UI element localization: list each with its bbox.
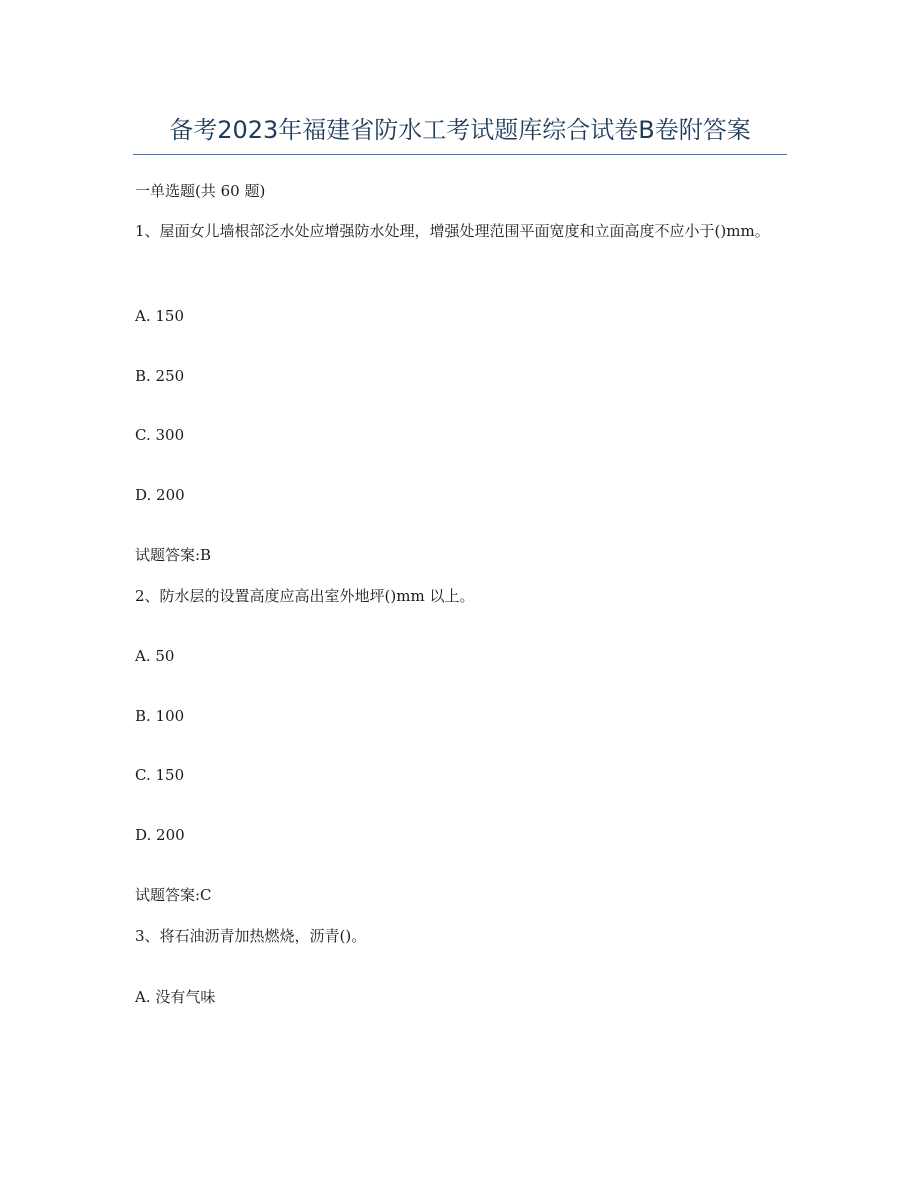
- question-3-option-a: A. 没有气味: [135, 988, 216, 1006]
- document-title: 备考2023年福建省防水工考试题库综合试卷B卷附答案: [169, 116, 751, 144]
- question-1-answer: 试题答案:B: [135, 546, 212, 564]
- question-1-stem: 1、屋面女儿墙根部泛水处应增强防水处理，增强处理范围平面宽度和立面高度不应小于()mm。: [135, 222, 770, 240]
- question-1-option-d: D. 200: [135, 486, 185, 504]
- question-2-option-b: B. 100: [135, 707, 185, 725]
- section-heading: 一单选题(共 60 题): [135, 182, 266, 200]
- question-2-answer: 试题答案:C: [135, 886, 212, 904]
- question-2-option-d: D. 200: [135, 826, 185, 844]
- question-1-option-b: B. 250: [135, 367, 185, 385]
- question-1-option-a: A. 150: [135, 307, 184, 325]
- question-2-option-c: C. 150: [135, 766, 185, 784]
- question-1-option-c: C. 300: [135, 426, 185, 444]
- question-3-stem: 3、将石油沥青加热燃烧，沥青()。: [135, 927, 367, 945]
- title-underline: [133, 154, 787, 155]
- question-2-stem: 2、防水层的设置高度应高出室外地坪()mm 以上。: [135, 587, 475, 605]
- question-2-option-a: A. 50: [135, 647, 175, 665]
